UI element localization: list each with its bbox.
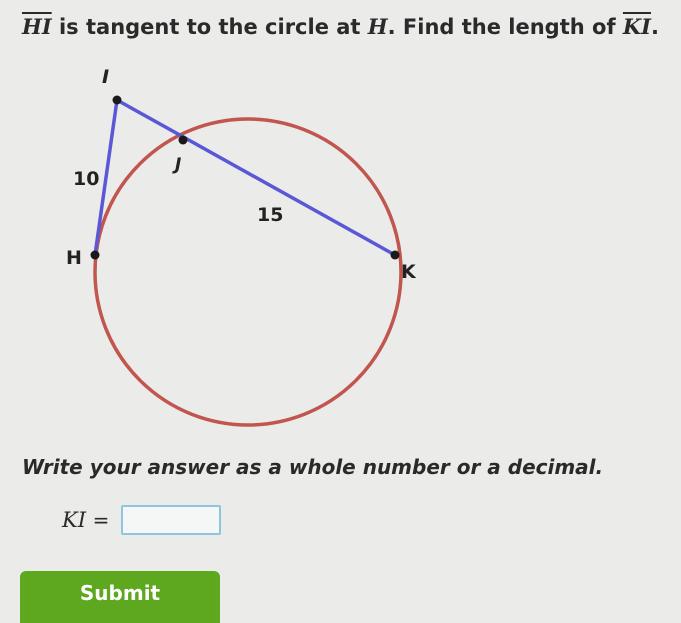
point-j (179, 136, 188, 145)
circle (95, 119, 401, 425)
point-h-ref: H (367, 14, 388, 39)
segment-hi: $\overline{HI}$ (22, 14, 52, 39)
instruction-text: Write your answer as a whole number or a decimal. (22, 455, 604, 479)
question-text (22, 14, 659, 39)
label-hi-length: 10 (73, 168, 100, 190)
question-part-3: . (650, 15, 659, 39)
point-h (91, 251, 100, 260)
label-jk-length: 15 (257, 204, 284, 226)
answer-label (62, 508, 109, 532)
secant-segment-ik (117, 100, 395, 255)
label-j: J (175, 155, 182, 175)
point-i (113, 96, 122, 105)
label-k: K (401, 261, 416, 283)
geometry-figure (0, 60, 681, 440)
submit-button[interactable]: Submit (20, 571, 220, 623)
answer-row (62, 505, 221, 535)
label-h: H (66, 247, 82, 269)
equals-sign: = (92, 508, 110, 532)
point-k (391, 251, 400, 260)
answer-variable: KI (62, 508, 86, 532)
answer-input[interactable] (121, 505, 221, 535)
question-part-1: is tangent to the circle at (51, 15, 368, 39)
label-i: I (102, 66, 110, 88)
question-part-2: . Find the length of (387, 15, 623, 39)
segment-ki: $\overline{KI}$ (622, 14, 651, 39)
